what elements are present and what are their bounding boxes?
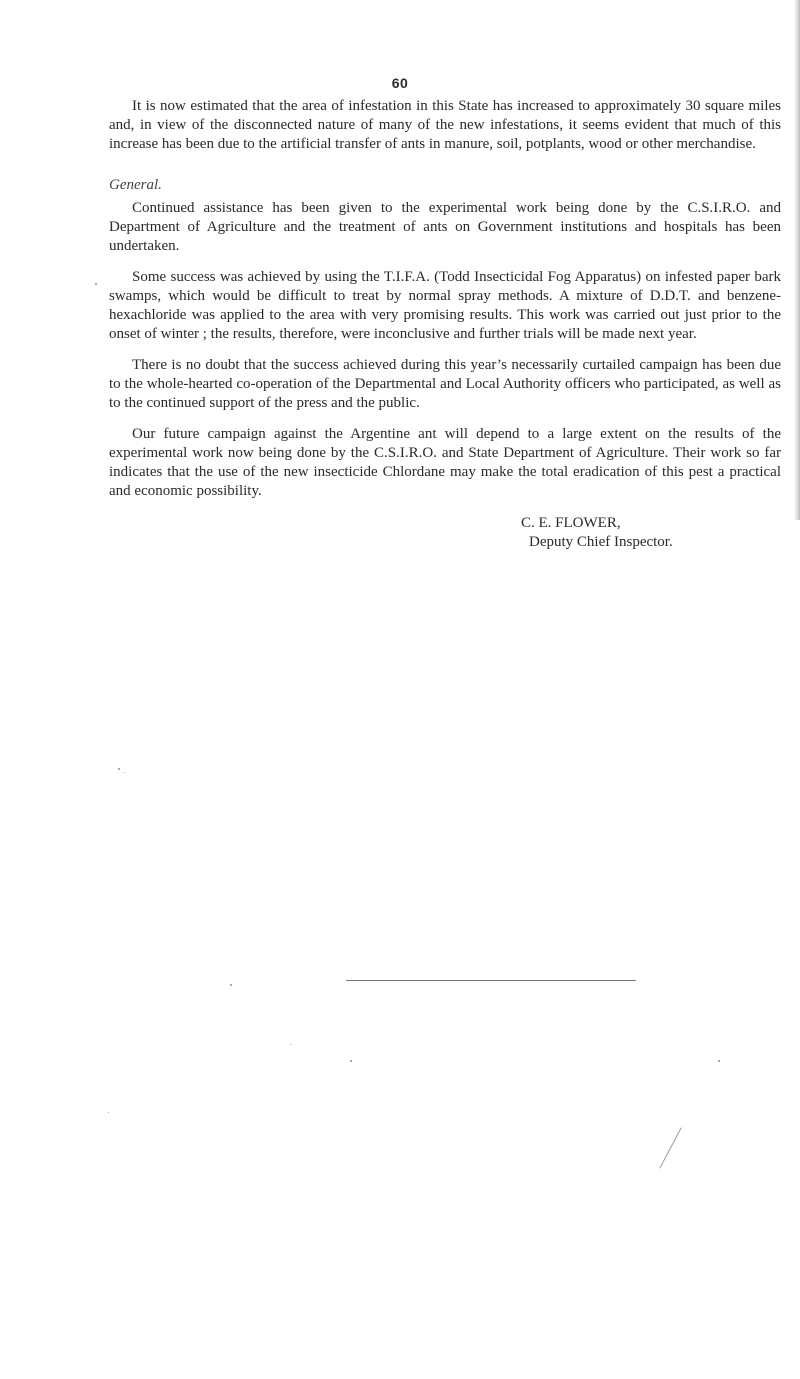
paper-speck [108,1112,109,1113]
paper-speck [124,772,125,773]
paragraph-continued-assistance: Continued assistance has been given to the experimental work being done by the C.S.I.R.O. and Department of Agriculture and the treatment of ants on Government institutions and hospitals has been undertaken. [109,200,781,254]
horizontal-rule [346,980,636,981]
signatory-name: C. E. FLOWER, [521,515,621,531]
signature-block [521,514,781,552]
section-heading-general: General. [109,177,162,193]
paper-speck [95,283,97,285]
document-body [109,97,781,552]
signatory-title: Deputy Chief Inspector. [529,534,673,550]
paper-speck [230,984,232,986]
paper-speck [290,1044,291,1045]
page-number: 60 [391,75,409,91]
paper-speck [118,768,120,770]
paragraph-infestation-area: It is now estimated that the area of infestation in this State has increased to approximately 30 square miles and, in view of the disconnected nature of many of the new infestations, it seems evident that much of this increase has been due to the artificial transfer of ants in manure, soil, potplants, wood or other merchandise. [109,98,781,152]
paper-speck [718,1060,720,1062]
paragraph-cooperation: There is no doubt that the success achieved during this year’s necessarily curtailed campaign has been due to the whole-hearted co-operation of the Departmental and Local Authority officers who participated, as well as to the continued support of the press and the public. [109,357,781,411]
pencil-mark [659,1127,681,1168]
paragraph-tifa-trials: Some success was achieved by using the T.I.F.A. (Todd Insecticidal Fog Apparatus) on infested paper bark swamps, which would be difficult to treat by normal spray methods. A mixture of D.D.T. and benzene-hexachloride was applied to the area with very promising results. This work was carried out just prior to the onset of winter ; the results, therefore, were inconclusive and further trials will be made next year. [109,269,781,342]
paper-speck [350,1060,352,1062]
paragraph-future-campaign: Our future campaign against the Argentine ant will depend to a large extent on the results of the experimental work now being done by the C.S.I.R.O. and State Department of Agriculture. Their work so far indicates that the use of the new insecticide Chlordane may make the total eradication of this pest a practical and economic possibility. [109,426,781,499]
